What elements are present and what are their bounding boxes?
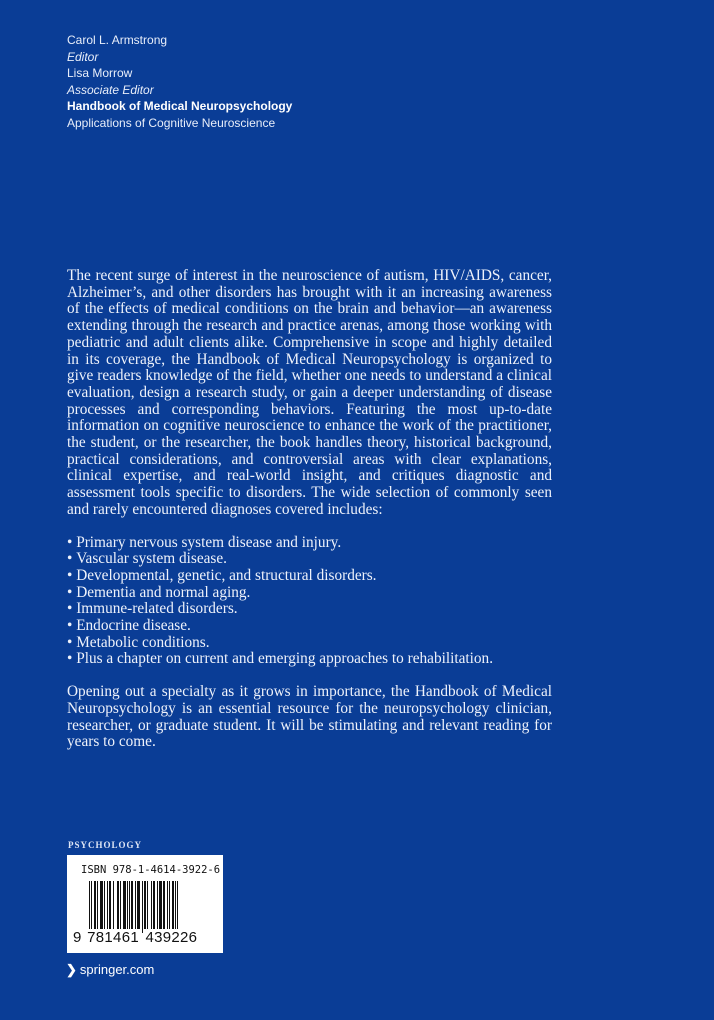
blurb-closing: Opening out a specialty as it grows in importance, the Handbook of Medical Neuropsychology is an essential resource for the neuropsychology clinician, researcher, or graduate student. It will be stimulating and relevant reading for years to come. — [67, 683, 552, 751]
list-item: • Endocrine disease. — [67, 618, 552, 635]
editor-role: Editor — [67, 49, 99, 64]
list-item: • Immune-related disorders. — [67, 601, 552, 618]
credits-block — [67, 32, 292, 131]
editor-name: Carol L. Armstrong — [67, 33, 168, 47]
list-item: • Plus a chapter on current and emerging approaches to rehabilitation. — [67, 651, 552, 668]
list-item: • Developmental, genetic, and structural disorders. — [67, 568, 552, 585]
subject-label: PSYCHOLOGY — [68, 840, 143, 850]
blurb — [67, 268, 552, 751]
associate-editor-role: Associate Editor — [67, 82, 154, 97]
barcode-digits — [73, 929, 198, 946]
list-item: • Vascular system disease. — [67, 551, 552, 568]
book-subtitle: Applications of Cognitive Neuroscience — [67, 115, 276, 130]
barcode-first-digit: 9 — [73, 929, 82, 946]
chevron-right-icon: ❯ — [66, 962, 77, 977]
publisher-url: springer.com — [79, 962, 155, 977]
diagnoses-list — [67, 535, 552, 669]
book-title: Handbook of Medical Neuropsychology — [67, 99, 293, 113]
publisher-link[interactable] — [66, 962, 154, 978]
associate-editor-name: Lisa Morrow — [67, 66, 133, 80]
isbn-barcode — [67, 855, 223, 953]
barcode-group-1: 781461 — [87, 929, 139, 946]
blurb-intro: The recent surge of interest in the neuroscience of autism, HIV/AIDS, cancer, Alzheimer’s, and other disorders has brought with it an increasing awareness of the effects of medical conditions on the brain and behavior—an awareness extending through the research and practice arenas, among those working with pediatric and adult clients alike. Comprehensive in scope and highly detailed in its coverage, the Handbook of Medical Neuropsychology is organized to give readers knowledge of the field, whether one needs to understand a clinical evaluation, design a research study, or gain a deeper understanding of disease processes and corresponding behaviors. Featuring the most up-to-date information on cognitive neuroscience to enhance the work of the practitioner, the student, or the researcher, the book handles theory, historical background, practical considerations, and controversial areas with clear explanations, clinical expertise, and real-world insight, and critiques diagnostic and assessment tools specific to disorders. The wide selection of commonly seen and rarely encountered diagnoses covered includes: — [67, 267, 552, 518]
isbn-label: ISBN 978-1-4614-3922-6 — [81, 864, 221, 876]
list-item: • Metabolic conditions. — [67, 635, 552, 652]
list-item: • Primary nervous system disease and injury. — [67, 535, 552, 552]
barcode-icon — [89, 881, 207, 933]
list-item: • Dementia and normal aging. — [67, 585, 552, 602]
barcode-group-2: 439226 — [145, 929, 198, 946]
